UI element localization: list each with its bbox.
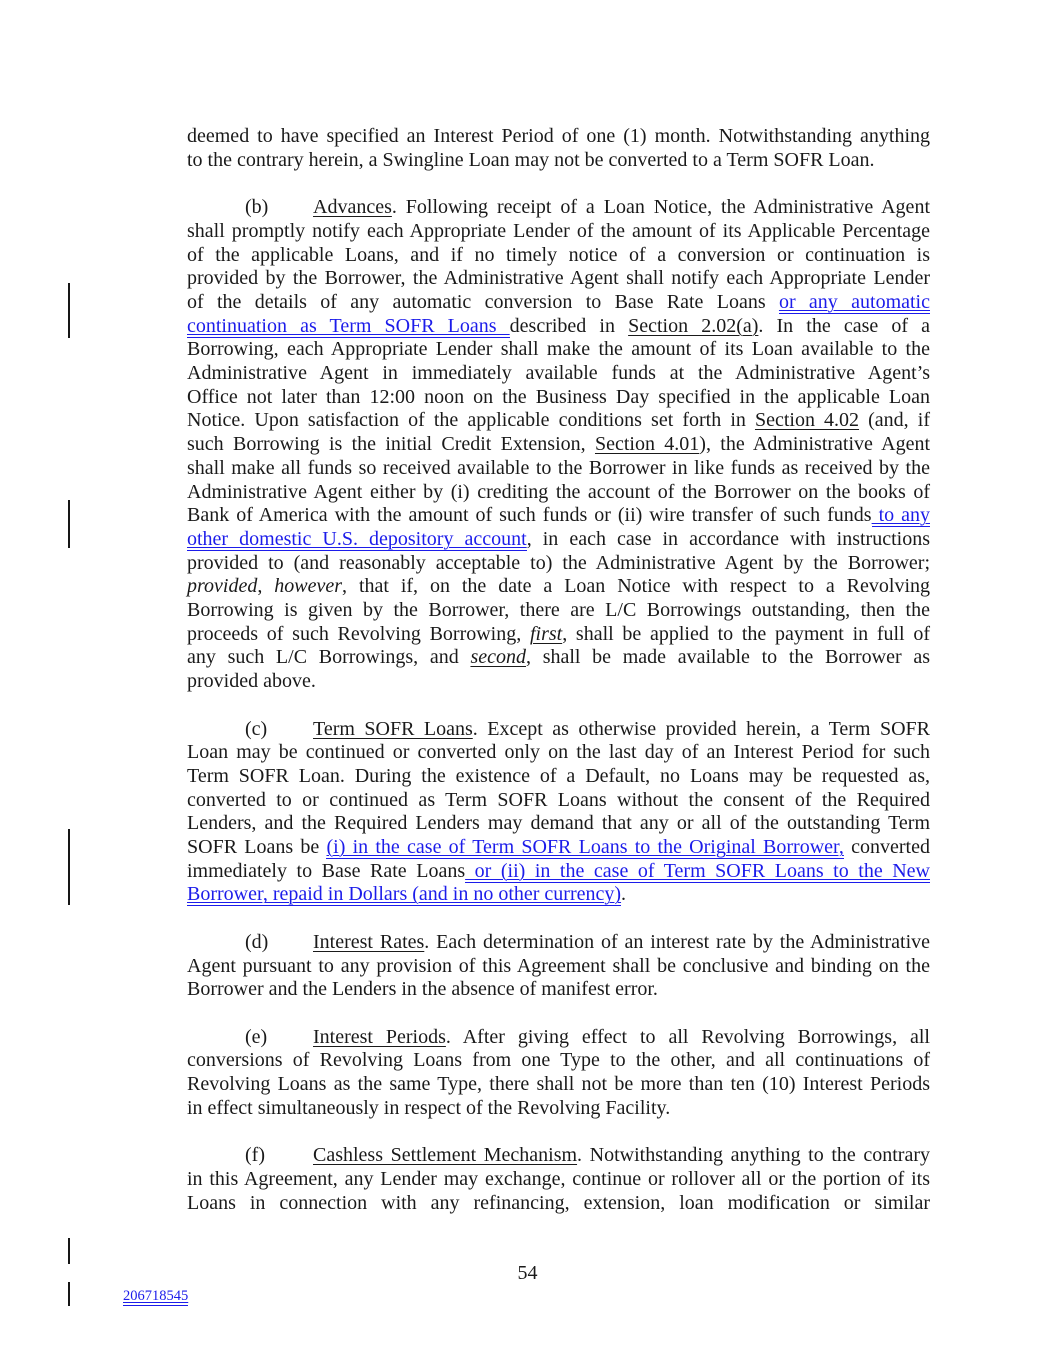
paragraph-f-cashless-settlement-mechanism — [187, 1144, 930, 1215]
text-line — [187, 1192, 930, 1216]
change-bar — [68, 1282, 70, 1306]
document-body — [187, 125, 930, 1239]
text-run: . — [621, 883, 627, 906]
text-line — [187, 646, 930, 670]
text-line — [187, 718, 930, 742]
text-run: . Each determination of an interest rate by the Administrative — [424, 930, 931, 953]
text-run: provided above. — [187, 670, 316, 693]
text-line — [187, 931, 930, 955]
text-run: provided — [187, 575, 258, 598]
text-run: Bank of America with the amount of such funds or (ii) wire transfer of such funds — [187, 504, 872, 527]
text-run: . Following receipt of a Loan Notice, the Administrative Agent — [391, 196, 930, 219]
text-run: . Except as otherwise provided herein, a Term SOFR — [472, 717, 930, 740]
text-line — [187, 860, 930, 884]
text-line — [187, 244, 930, 268]
text-run: Loans in connection with any refinancing, extension, loan modification or similar — [187, 1191, 930, 1214]
text-run: Interest Rates — [313, 930, 425, 953]
text-run: continuation as Term SOFR Loans — [187, 314, 510, 337]
doc-id-stamp: 206718545 — [123, 1288, 189, 1304]
change-bar — [68, 283, 70, 338]
text-line — [187, 149, 930, 173]
text-line — [187, 741, 930, 765]
text-run: Cashless Settlement Mechanism — [313, 1144, 578, 1167]
text-line — [187, 575, 930, 599]
text-run: , shall be applied to the payment in full of — [562, 622, 930, 645]
text-run: Borrowing is given by the Borrower, there are L/C Borrowings outstanding, then the — [187, 599, 930, 622]
text-run: Office not later than 12:00 noon on the Business Day specified in the applicable Loan — [187, 385, 930, 408]
text-line — [187, 196, 930, 220]
text-run: Advances — [313, 196, 392, 219]
text-run: in this Agreement, any Lender may exchange, continue or rollover all or the portion of its — [187, 1167, 930, 1190]
text-line — [187, 338, 930, 362]
text-run: Section 4.02 — [754, 409, 860, 432]
text-run: , that if, on the date a Loan Notice with respect to a Revolving — [342, 575, 930, 598]
text-run: Revolving Loans as the same Type, there shall not be more than ten (10) Interest Periods — [187, 1073, 930, 1096]
text-line — [187, 433, 930, 457]
text-line — [187, 1168, 930, 1192]
text-line — [187, 220, 930, 244]
text-run: immediately to Base Rate Loans — [187, 859, 466, 882]
paragraph-label: (d) — [245, 930, 269, 953]
text-run: of the applicable Loans, and if no timely notice of a conversion or continuation is — [187, 243, 930, 266]
text-run: described in — [509, 314, 629, 337]
change-bar — [68, 1238, 70, 1264]
text-line — [187, 978, 930, 1002]
text-line — [187, 315, 930, 339]
text-run: deemed to have specified an Interest Period of one (1) month. Notwithstanding anything — [187, 125, 930, 147]
text-line — [187, 1026, 930, 1050]
paragraph-c-term-sofr-loans — [187, 718, 930, 908]
paragraph-label: (f) — [245, 1144, 265, 1167]
paragraph-b-advances — [187, 196, 930, 694]
paragraph-e-interest-periods — [187, 1026, 930, 1121]
text-line — [187, 125, 930, 149]
text-run: Term SOFR Loans — [313, 717, 473, 740]
text-line — [187, 955, 930, 979]
text-run: (i) in the case of Term SOFR Loans to the Original Borrower, — [326, 836, 844, 859]
text-run: shall make all funds so received available to the Borrower in like funds as received by the — [187, 456, 930, 479]
text-run: . Notwithstanding anything to the contrary — [577, 1144, 930, 1167]
text-run: proceeds of such Revolving Borrowing, — [187, 622, 530, 645]
text-line — [187, 267, 930, 291]
text-run: provided by the Borrower, the Administrative Agent shall notify each Appropriate Lender — [187, 267, 930, 290]
text-line — [187, 504, 930, 528]
change-bar — [68, 500, 70, 548]
text-run: Interest Periods — [313, 1025, 446, 1048]
text-line — [187, 765, 930, 789]
text-run: converted — [843, 836, 930, 859]
text-line — [187, 1049, 930, 1073]
text-run: Term SOFR Loan. During the existence of a Default, no Loans may be requested as, — [187, 764, 930, 787]
text-run: first — [529, 622, 563, 645]
text-run: to the contrary herein, a Swingline Loan may not be converted to a Term SOFR Loan. — [187, 148, 875, 171]
text-run: second — [470, 646, 526, 669]
text-line — [187, 1144, 930, 1168]
text-line — [187, 812, 930, 836]
text-run: ), the Administrative Agent — [699, 433, 930, 456]
text-line — [187, 1073, 930, 1097]
text-run: or (ii) in the case of Term SOFR Loans to the New — [465, 859, 930, 882]
text-line — [187, 481, 930, 505]
text-run: converted to or continued as Term SOFR Loans without the consent of the Required — [187, 788, 930, 811]
text-run: Administrative Agent either by (i) crediting the account of the Borrower on the books of — [187, 480, 930, 503]
text-run: Borrowing, each Appropriate Lender shall make the amount of its Loan available to the — [187, 338, 930, 361]
text-line — [187, 789, 930, 813]
text-line — [187, 623, 930, 647]
paragraph-label: (e) — [245, 1025, 268, 1048]
paragraph-label: (c) — [245, 717, 268, 740]
text-line — [187, 386, 930, 410]
text-run: other domestic U.S. depository account — [187, 527, 527, 550]
text-run: any such L/C Borrowings, and — [187, 646, 471, 669]
text-run: , in each case in accordance with instructions — [526, 527, 930, 550]
text-line — [187, 599, 930, 623]
paragraph-d-interest-rates — [187, 931, 930, 1002]
text-run: however — [274, 575, 343, 598]
text-run: Borrower and the Lenders in the absence of manifest error. — [187, 978, 658, 1001]
text-run: of the details of any automatic conversion to Base Rate Loans — [187, 290, 779, 313]
paragraph-intro — [187, 125, 930, 172]
text-line — [187, 552, 930, 576]
text-run: Borrower, repaid in Dollars (and in no other currency) — [187, 883, 622, 906]
text-line — [187, 409, 930, 433]
text-run: (and, if — [859, 409, 930, 432]
text-run: SOFR Loans be — [187, 836, 327, 859]
text-run: conversions of Revolving Loans from one Type to the other, and all continuations of — [187, 1049, 930, 1072]
text-run: , shall be made available to the Borrower as — [526, 646, 930, 669]
text-run: . In the case of a — [758, 314, 931, 337]
text-run: to any — [871, 504, 930, 527]
text-run: such Borrowing is the initial Credit Extension, — [187, 433, 595, 456]
text-run: Administrative Agent in immediately available funds at the Administrative Agent’s — [187, 362, 930, 385]
text-run: or any automatic — [778, 290, 930, 313]
text-run: Lenders, and the Required Lenders may demand that any or all of the outstanding Term — [187, 812, 930, 835]
text-run: provided to (and reasonably acceptable to) the Administrative Agent by the Borrower; — [187, 551, 930, 574]
text-run: Agent pursuant to any provision of this Agreement shall be conclusive and binding on the — [187, 954, 930, 977]
text-run: in effect simultaneously in respect of the Revolving Facility. — [187, 1096, 671, 1119]
text-line — [187, 362, 930, 386]
text-line — [187, 836, 930, 860]
text-line — [187, 528, 930, 552]
text-run: Section 2.02(a) — [628, 314, 759, 337]
text-run: , — [257, 575, 275, 598]
text-line — [187, 457, 930, 481]
text-run: shall promptly notify each Appropriate Lender of the amount of its Applicable Percentage — [187, 219, 930, 242]
text-line — [187, 670, 930, 694]
text-run: Loan may be continued or converted only on the last day of an Interest Period for such — [187, 741, 930, 764]
text-line — [187, 1097, 930, 1121]
page-number: 54 — [517, 1262, 538, 1284]
text-line — [187, 883, 930, 907]
text-run: . After giving effect to all Revolving Borrowings, all — [445, 1025, 930, 1048]
text-run: Section 4.01 — [594, 433, 700, 456]
text-line — [187, 291, 930, 315]
change-bar — [68, 829, 70, 905]
paragraph-label: (b) — [245, 196, 269, 219]
text-run: Notice. Upon satisfaction of the applicable conditions set forth in — [187, 409, 755, 432]
